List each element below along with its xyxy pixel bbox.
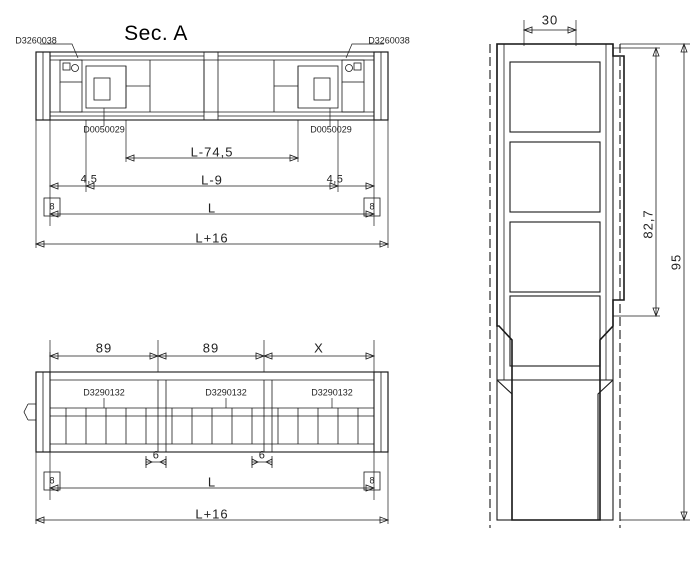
dimension-82-7: 82,7 [640,209,656,239]
spacing-x: X [314,340,324,356]
dimension-l-top: L [207,200,217,216]
dimension-30: 30 [541,12,559,28]
spacing-89-second: 89 [202,340,220,356]
dimension-4-5-right: 4,5 [326,173,344,186]
drawing-title: Sec. A [124,22,188,45]
part-code-d3260038-left: D3260038 [15,35,57,46]
dimension-8-bottom-right: 8 [369,475,375,486]
part-code-d0050029-right: D0050029 [310,124,352,135]
dimension-l-74-5: L-74,5 [190,144,234,160]
section-view-profile [490,44,624,528]
spacing-89-first: 89 [95,340,113,356]
part-code-d3290132-second: D3290132 [205,387,247,398]
dimension-8-bottom-left: 8 [49,475,55,486]
dimension-95: 95 [668,253,684,271]
dimension-l-plus-16-bottom: L+16 [195,506,229,522]
dimension-8-top-left: 8 [49,201,55,212]
part-code-d3260038-right: D3260038 [368,35,410,46]
part-code-d0050029-left: D0050029 [83,124,125,135]
dimension-8-top-right: 8 [369,201,375,212]
dimension-4-5-left: 4,5 [80,173,98,186]
top-view-profile [36,44,388,126]
dimension-l-plus-16-top: L+16 [195,230,229,246]
part-code-d3290132-third: D3290132 [311,387,353,398]
dimension-6-first: 6 [152,449,160,462]
dimension-l-bottom: L [207,474,217,490]
bottom-view-profile [24,372,388,452]
part-code-d3290132-first: D3290132 [83,387,125,398]
section-view-dimensions [524,20,690,520]
dimension-6-second: 6 [258,449,266,462]
dimension-l-9: L-9 [201,172,223,188]
